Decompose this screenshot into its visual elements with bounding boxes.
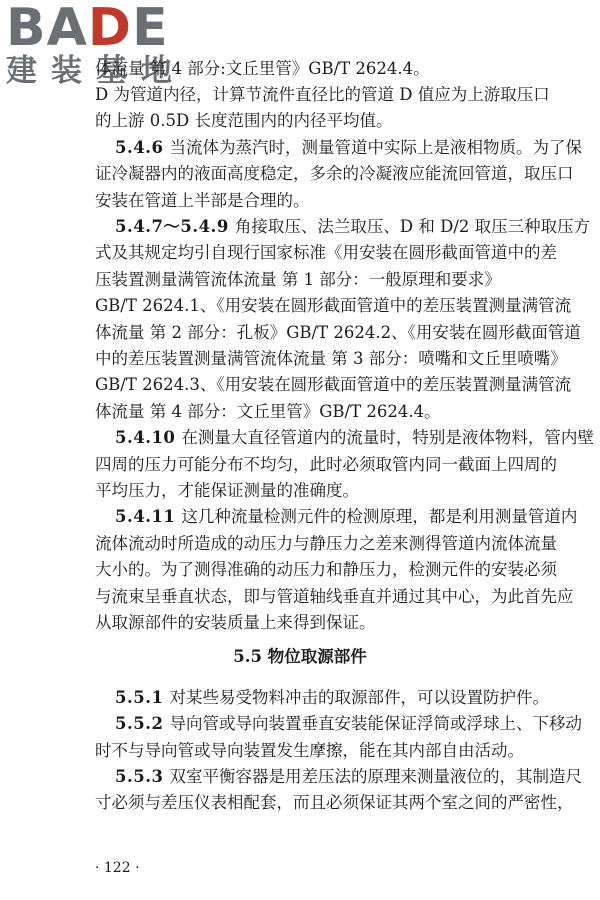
- text-line: [95, 108, 392, 134]
- paragraph-start-line: [115, 425, 594, 451]
- text-line: [95, 161, 574, 187]
- text-line: [95, 452, 557, 478]
- line-text: 角接取压、法兰取压、D 和 D/2 取压三种取压方: [234, 217, 591, 236]
- clause-number: 5.4.7～5.4.9: [115, 217, 229, 236]
- text-line: [95, 267, 501, 293]
- line-text: 双室平衡容器是用差压法的原理来测量液位的，其制造尺: [169, 767, 582, 786]
- text-line: [95, 399, 441, 425]
- text-line: [95, 346, 567, 372]
- clause-number: 5.5.3: [115, 767, 164, 786]
- line-text: 在测量大直径管道内的流量时，特别是液体物料，管内壁: [181, 428, 594, 448]
- line-text: 体流量 第 4 部分：文丘里管》GB/T 2624.4。: [95, 401, 441, 421]
- paragraph-start-line: [115, 711, 582, 737]
- line-text: D 为管道内径，计算节流件直径比的管道 D 值应为上游取压口: [95, 85, 550, 104]
- text-line: [95, 293, 571, 319]
- line-text: 大小的。为了测得准确的动压力和静压力，检测元件的安装必须: [95, 560, 557, 580]
- paragraph-start-line: [115, 764, 582, 790]
- text-line: [95, 557, 557, 583]
- paragraph-start-line: [115, 504, 577, 530]
- text-line: [95, 188, 310, 214]
- line-text: 这几种流量检测元件的检测原理，都是利用测量管道内: [181, 507, 578, 527]
- line-text: 时不与导向管或导向装置发生摩擦，能在其内部自由活动。: [95, 740, 524, 760]
- line-text: 体流量 第 2 部分：孔板》GB/T 2624.2、《用安装在圆形截面管道: [95, 322, 581, 342]
- paragraph-start-line: [115, 685, 549, 711]
- line-text: 当流体为蒸汽时，测量管道中实际上是液相物质。为了保: [169, 137, 582, 157]
- line-text: 导向管或导向装置垂直安装能保证浮筒或浮球上、下移动: [169, 714, 582, 734]
- text-line: [95, 320, 581, 346]
- text-line: [95, 372, 571, 398]
- clause-number: 5.4.11: [115, 507, 176, 527]
- header-fragment: 体流量 第 4 部分:文丘里管》GB/T 2624.4。: [95, 59, 430, 78]
- line-text: 寸必须与差压仪表相配套，而且必须保证其两个室之间的严密性，: [95, 793, 574, 813]
- paragraph-start-line: [115, 214, 590, 240]
- line-text: 式及其规定均引自现行国家标准《用安装在圆形截面管道中的差: [95, 243, 557, 263]
- line-text: 平均压力，才能保证测量的准确度。: [95, 481, 359, 500]
- text-line: [95, 584, 574, 610]
- line-text: 压装置测量满管流体流量 第 1 部分：一般原理和要求》: [95, 269, 501, 289]
- line-text: 与流束呈垂直状态，即与管道轴线垂直并通过其中心，为此首先应: [95, 586, 574, 606]
- text-line: [95, 240, 557, 266]
- text-line: [95, 531, 557, 557]
- text-line: [95, 738, 524, 764]
- clause-number: 5.4.10: [115, 428, 176, 448]
- paragraph-start-line: [115, 135, 582, 161]
- text-line: [95, 790, 574, 816]
- logo-tagline: 建装基地: [6, 53, 186, 89]
- text-line: [95, 610, 376, 636]
- line-text: GB/T 2624.3、《用安装在圆形截面管道中的差压装置测量满管流: [95, 375, 572, 395]
- line-text: 流体流动时所造成的动压力与静压力之差来测得管道内流体流量: [95, 533, 557, 553]
- page-number: · 122 ·: [95, 860, 140, 876]
- clause-number: 5.4.6: [115, 137, 164, 157]
- line-text: 从取源部件的安装质量上来得到保证。: [95, 613, 376, 632]
- line-text: 证冷凝器内的液面高度稳定，多余的冷凝液应能流回管道，取压口: [95, 164, 574, 184]
- line-text: 中的差压装置测量满管流体流量 第 3 部分：喷嘴和文丘里喷嘴》: [95, 349, 567, 368]
- text-line: [95, 478, 359, 504]
- line-text: 的上游 0.5D 长度范围内的内径平均值。: [95, 111, 393, 131]
- line-text: 对某些易受物料冲击的取源部件，可以设置防护件。: [169, 687, 549, 707]
- clause-number: 5.5.1: [115, 687, 164, 707]
- text-line: [95, 82, 550, 108]
- logo-brand: BADE: [6, 0, 169, 58]
- line-text: 安装在管道上半部是合理的。: [95, 190, 310, 210]
- line-text: 四周的压力可能分布不均匀，此时必须取管内同一截面上四周的: [95, 454, 557, 474]
- line-text: GB/T 2624.1、《用安装在圆形截面管道中的差压装置测量满管流: [95, 296, 572, 316]
- clause-number: 5.5.2: [115, 714, 164, 734]
- section-title: 5.5 物位取源部件: [233, 647, 367, 667]
